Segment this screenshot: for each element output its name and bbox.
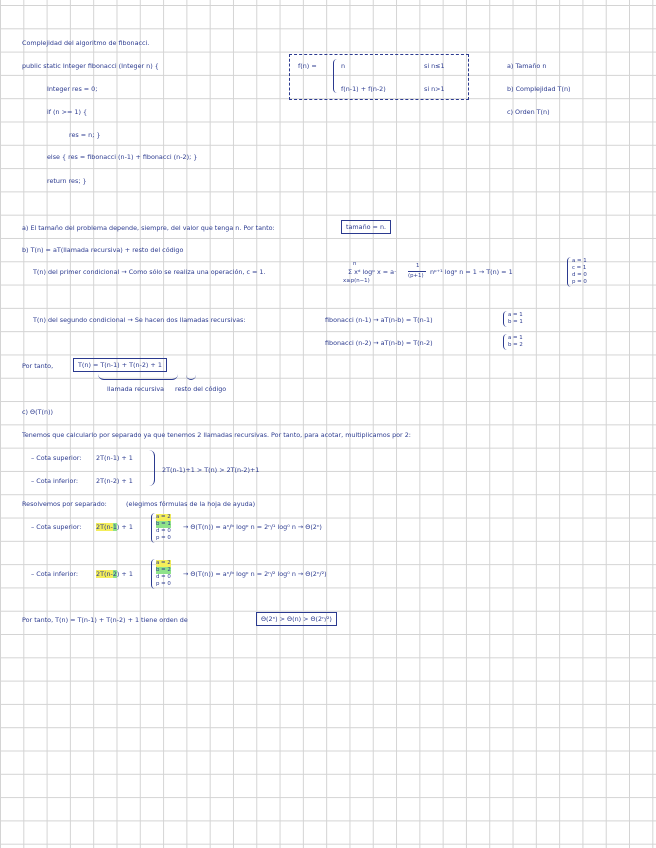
params1-p: p = 0 bbox=[572, 279, 587, 285]
first-conditional-text: T(n) del primer condicional → Como sólo se realiza una operación, c = 1. bbox=[33, 268, 266, 276]
code-line-1: public static Integer fibonacci (Integer n) { bbox=[22, 62, 159, 70]
upper2-post: ) + 1 bbox=[116, 523, 133, 531]
question-c: c) Orden T(n) bbox=[507, 108, 550, 116]
params1-d: d = 0 bbox=[572, 272, 587, 278]
section-c-intro: Tenemos que calcularlo por separado ya que tenemos 2 llamadas recursivas. Por tanto, para acotar, multiplicamos por 2: bbox=[22, 431, 411, 439]
label-recursive-call: llamada recursiva bbox=[107, 385, 165, 393]
params1-brace bbox=[567, 257, 571, 287]
call-2: fibonacci (n-2) → aT(n-b) = T(n-2) bbox=[325, 339, 433, 347]
section-a-text: a) El tamaño del problema depende, siempre, del valor que tenga n. Por tanto: bbox=[22, 224, 275, 232]
solve-note: (elegimos fórmulas de la hoja de ayuda) bbox=[126, 500, 256, 508]
call-1: fibonacci (n-1) → aT(n-b) = T(n-1) bbox=[325, 316, 433, 324]
lower2-pre: 2T(n- bbox=[96, 570, 113, 578]
section-a-boxed: tamaño = n. bbox=[341, 220, 391, 234]
call1-a: a = 1 bbox=[508, 312, 523, 318]
lower2-label: – Cota inferior: bbox=[31, 570, 79, 578]
upper2-expr bbox=[96, 523, 133, 531]
code-line-3: if (n >= 1) { bbox=[47, 108, 88, 116]
lower2-expr bbox=[96, 570, 133, 578]
code-line-4: res = n; } bbox=[69, 131, 101, 139]
sum-expression: Σ xᵈ logᵖ x = a· bbox=[348, 268, 397, 276]
underbrace-rest bbox=[186, 374, 196, 380]
final-prefix: Por tanto, T(n) = T(n-1) + T(n-2) + 1 tiene orden de bbox=[22, 616, 188, 624]
lower2-p: p = 0 bbox=[156, 581, 171, 587]
recurrence-lhs: f(n) = bbox=[298, 62, 317, 70]
upper2-highlight: 1 bbox=[112, 523, 117, 531]
lower2-brace bbox=[151, 559, 155, 589]
upper-bound-expr: 2T(n-1) + 1 bbox=[96, 454, 133, 462]
section-c-heading: c) Θ(T(n)) bbox=[22, 408, 53, 416]
upper2-pre: 2T(n- bbox=[96, 523, 113, 531]
bounds-brace bbox=[148, 450, 155, 486]
recurrence-cond-1: si n≤1 bbox=[424, 62, 445, 70]
params1-c: c = 1 bbox=[572, 265, 587, 271]
recurrence-cond-2: si n>1 bbox=[424, 85, 445, 93]
call2-b: b = 2 bbox=[508, 342, 523, 348]
upper2-d: d = 0 bbox=[156, 528, 171, 534]
call2-brace bbox=[503, 334, 507, 350]
upper2-p: p = 0 bbox=[156, 535, 171, 541]
bounds-inequality: 2T(n-1)+1 > T(n) > 2T(n-2)+1 bbox=[162, 466, 260, 474]
upper2-brace bbox=[151, 513, 155, 543]
upper2-result: → Θ(T(n)) = aⁿ/ᵇ logᵖ n = 2ⁿ/¹ log⁰ n → Θ(2ⁿ) bbox=[183, 523, 322, 531]
page-title: Complejidad del algoritmo de fibonacci. bbox=[22, 39, 150, 47]
lower-bound-label: – Cota inferior: bbox=[31, 477, 79, 485]
lower2-highlight: 2 bbox=[112, 570, 117, 578]
upper2-label: – Cota superior: bbox=[31, 523, 82, 531]
code-line-2: Integer res = 0; bbox=[47, 85, 98, 93]
solve-heading: Resolvemos por separado: bbox=[22, 500, 107, 508]
frac-bar bbox=[408, 271, 426, 272]
frac-den: (p+1) bbox=[408, 273, 424, 279]
lower-bound-expr: 2T(n-2) + 1 bbox=[96, 477, 133, 485]
lower2-result: → Θ(T(n)) = aⁿ/ᵇ logᵖ n = 2ⁿ/² log⁰ n → Θ(2ⁿ/²) bbox=[183, 570, 327, 578]
upper2-b: b = 1 bbox=[156, 521, 171, 527]
recurrence-box bbox=[289, 54, 469, 100]
frac-num: 1 bbox=[416, 263, 420, 269]
upper2-a: a = 2 bbox=[156, 514, 171, 520]
code-line-6: return res; } bbox=[47, 177, 87, 185]
call1-brace bbox=[503, 311, 507, 327]
label-rest-of-code: resto del código bbox=[175, 385, 227, 393]
recurrence-case-2: f(n-1) + f(n-2) bbox=[341, 85, 386, 93]
conclusion-prefix: Por tanto, bbox=[22, 362, 54, 370]
conclusion-boxed: T(n) = T(n-1) + T(n-2) + 1 bbox=[73, 358, 167, 372]
lower2-d: d = 0 bbox=[156, 574, 171, 580]
call2-a: a = 1 bbox=[508, 335, 523, 341]
question-b: b) Complejidad T(n) bbox=[507, 85, 571, 93]
call1-b: b = 1 bbox=[508, 319, 523, 325]
recurrence-case-1: n bbox=[341, 62, 346, 70]
underbrace-recursive bbox=[98, 374, 178, 380]
code-line-5: else { res = fibonacci (n-1) + fibonacci (n-2); } bbox=[47, 153, 198, 161]
sum-tail: nᵖ⁺¹ logᵖ n = 1 → T(n) = 1 bbox=[430, 268, 513, 276]
upper-bound-label: – Cota superior: bbox=[31, 454, 82, 462]
params1-a: a = 1 bbox=[572, 258, 587, 264]
lower2-b: b = 2 bbox=[156, 567, 171, 573]
lower2-post: ) + 1 bbox=[116, 570, 133, 578]
recurrence-brace bbox=[333, 59, 338, 93]
lower2-a: a = 2 bbox=[156, 560, 171, 566]
section-b-heading: b) T(n) = aT(llamada recursiva) + resto del código bbox=[22, 246, 184, 254]
sum-bottom: x≥p(n−1) bbox=[343, 278, 370, 284]
question-a: a) Tamaño n bbox=[507, 62, 547, 70]
final-boxed: Θ(2ⁿ) > Θ(n) > Θ(2ⁿ/²) bbox=[256, 612, 337, 626]
sum-top: n bbox=[353, 261, 357, 267]
second-conditional-text: T(n) del segundo condicional → Se hacen dos llamadas recursivas: bbox=[33, 316, 246, 324]
